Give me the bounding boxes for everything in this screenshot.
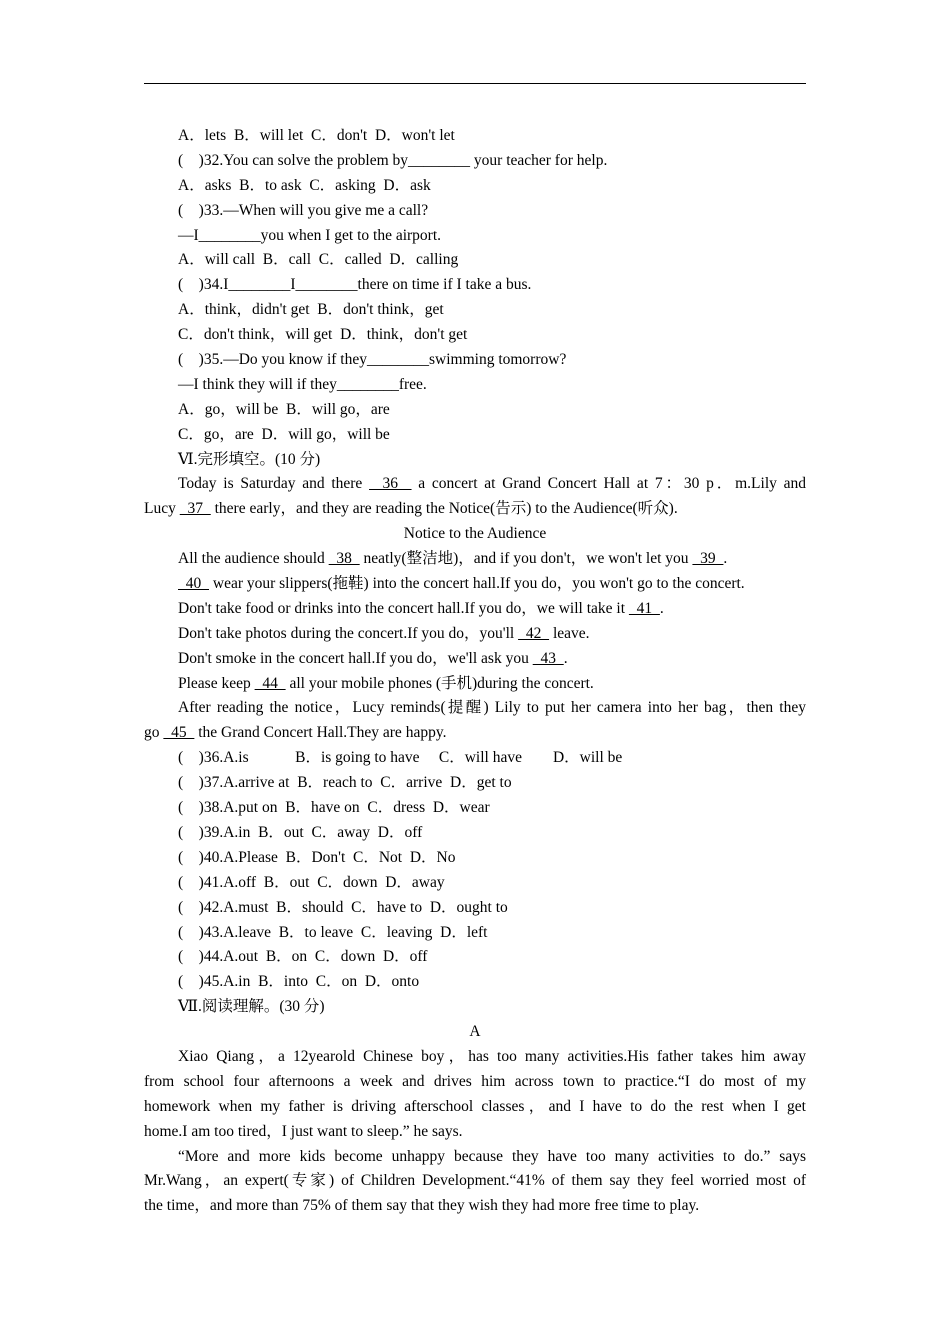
blank-42: 42: [518, 624, 550, 642]
passage-line-7: the time，and more than 75% of them say that they wish they had more free time to play.: [144, 1197, 700, 1215]
notice-line-6: Please keep 44 all your mobile phones (手机)during the concert.: [178, 674, 594, 692]
blank-37: 37: [179, 500, 211, 518]
header-rule: [144, 83, 806, 84]
cloze-paragraph-line-2: Lucy 37 there early，and they are reading the Notice(告示) to the Audience(听众).: [144, 500, 678, 518]
q33-answer: —I________you when I get to the airport.: [178, 226, 442, 244]
closing-paragraph-line-2: go 45 the Grand Concert Hall.They are happy.: [144, 724, 447, 742]
blank-36: 36: [369, 475, 412, 493]
notice-line-5: Don't smoke in the concert hall.If you do，we'll ask you 43 .: [178, 649, 568, 667]
blank-44: 44: [254, 674, 286, 692]
option-row-44: ( )44.A.out B．on C．down D．off: [178, 948, 428, 966]
section-7-heading: Ⅶ.阅读理解。(30 分): [178, 998, 325, 1016]
q32-question: ( )32.You can solve the problem by________ your teacher for help.: [178, 151, 608, 169]
option-row-42: ( )42.A.must B．should C．have to D．ought to: [178, 898, 508, 916]
blank-43: 43: [532, 649, 564, 667]
passage-line-3: homework when my father is driving afterschool classes，and I have to do the rest when I get: [144, 1097, 806, 1115]
passage-line-2: from school four afternoons a week and drives him across town to practice.“I do most of my: [144, 1072, 806, 1090]
notice-line-1: All the audience should 38 neatly(整洁地)，and if you don't，we won't let you 39 .: [178, 550, 728, 568]
notice-line-4: Don't take photos during the concert.If you do，you'll 42 leave.: [178, 624, 590, 642]
q33-options: A．will call B．call C．called D．calling: [178, 251, 459, 269]
notice-line-2: 40 wear your slippers(拖鞋) into the concert hall.If you do，you won't go to the concert.: [178, 575, 745, 593]
blank-40: 40: [178, 575, 209, 593]
q35-question: ( )35.—Do you know if they________swimming tomorrow?: [178, 351, 567, 369]
option-row-38: ( )38.A.put on B．have on C．dress D．wear: [178, 799, 490, 817]
section-6-heading: Ⅵ.完形填空。(10 分): [178, 450, 321, 468]
passage-line-1: Xiao Qiang，a 12yearold Chinese boy，has too many activities.His father takes him away: [178, 1047, 806, 1065]
cloze-paragraph-line-1: Today is Saturday and there 36 a concert at Grand Concert Hall at 7：30 p．m.Lily and: [178, 475, 806, 493]
q34-options-2: C．don't think，will get D．think，don't get: [178, 326, 468, 344]
passage-line-6: Mr.Wang，an expert(专家) of Children Development.“41% of them say they feel worried most of: [144, 1172, 806, 1190]
q35-options-2: C．go，are D．will go，will be: [178, 425, 390, 443]
notice-title: Notice to the Audience: [403, 525, 547, 543]
q32-options: A．asks B．to ask C．asking D．ask: [178, 176, 431, 194]
notice-line-3: Don't take food or drinks into the concert hall.If you do，we will take it 41 .: [178, 599, 664, 617]
document-body: [144, 124, 806, 1219]
blank-38: 38: [328, 550, 360, 568]
option-row-39: ( )39.A.in B．out C．away D．off: [178, 823, 423, 841]
option-row-36: ( )36.A.is B．is going to have C．will have D．will be: [178, 749, 623, 767]
q33-question: ( )33.—When will you give me a call?: [178, 201, 429, 219]
q35-options-1: A．go，will be B．will go，are: [178, 400, 390, 418]
passage-line-5: “More and more kids become unhappy because they have too many activities to do.” says: [178, 1147, 806, 1165]
closing-paragraph-line-1: After reading the notice，Lucy reminds(提醒) Lily to put her camera into her bag，then they: [178, 699, 806, 717]
passage-line-4: home.I am too tired，I just want to sleep.” he says.: [144, 1122, 463, 1140]
q35-answer: —I think they will if they________free.: [178, 375, 427, 393]
option-row-43: ( )43.A.leave B．to leave C．leaving D．left: [178, 923, 488, 941]
blank-39: 39: [692, 550, 724, 568]
option-row-41: ( )41.A.off B．out C．down D．away: [178, 873, 445, 891]
option-row-45: ( )45.A.in B．into C．on D．onto: [178, 973, 420, 991]
option-row-40: ( )40.A.Please B．Don't C．Not D．No: [178, 848, 456, 866]
q34-question: ( )34.I________I________there on time if I take a bus.: [178, 276, 532, 294]
q34-options-1: A．think，didn't get B．don't think，get: [178, 301, 444, 319]
passage-a-label: A: [469, 1023, 481, 1041]
option-row-37: ( )37.A.arrive at B．reach to C．arrive D．get to: [178, 774, 512, 792]
blank-45: 45: [163, 724, 195, 742]
blank-41: 41: [628, 599, 660, 617]
q31-options: A．lets B．will let C．don't D．won't let: [178, 127, 455, 144]
